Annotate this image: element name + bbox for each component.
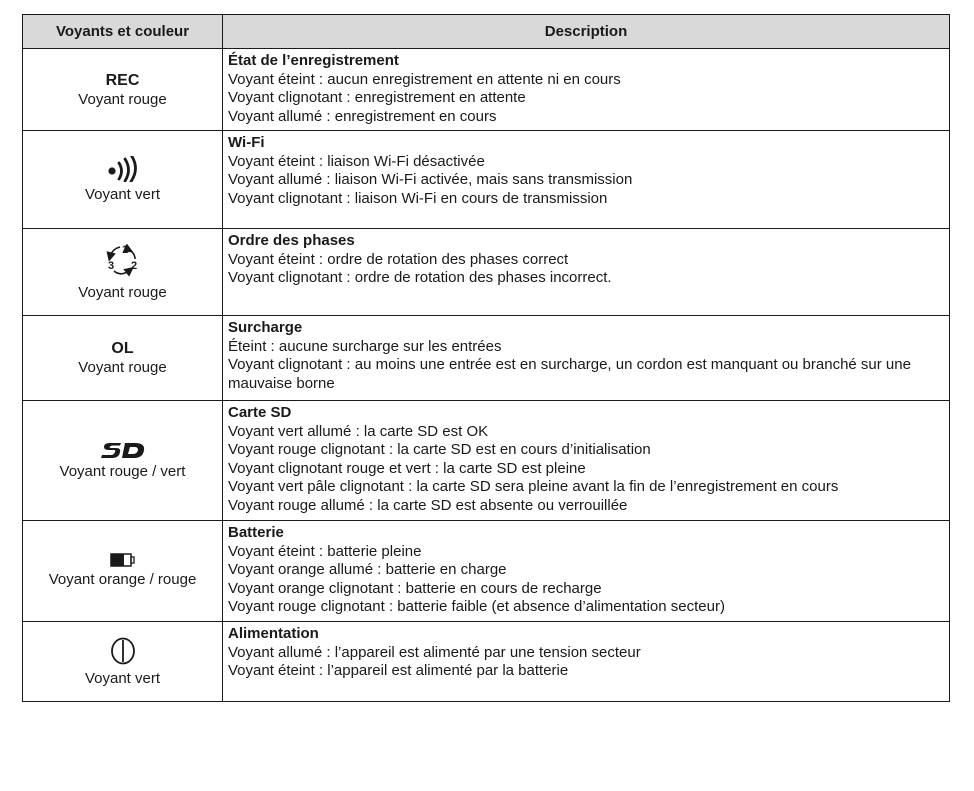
- led-color-label: Voyant rouge / vert: [59, 462, 186, 480]
- description-line: Voyant allumé : l’appareil est alimenté par une tension secteur: [228, 643, 641, 661]
- description-line: Voyant clignotant : au moins une entrée est en surcharge, un cordon est manquant ou branché sur une mauvaise borne: [228, 356, 911, 392]
- indicator-cell: [23, 131, 223, 229]
- table-row: [23, 131, 950, 229]
- description-cell: [223, 622, 950, 702]
- power-icon: [108, 636, 138, 666]
- description-line: Voyant allumé : enregistrement en cours: [228, 107, 497, 125]
- description-line: Voyant rouge clignotant : la carte SD est en cours d’initialisation: [228, 441, 651, 458]
- phase-label-1: 1: [121, 244, 128, 256]
- description-title: État de l’enregistrement: [228, 52, 399, 69]
- table-row: [23, 316, 950, 401]
- description-cell: [223, 401, 950, 521]
- table-row: [23, 229, 950, 316]
- description-title: Batterie: [228, 524, 284, 541]
- indicator-cell: [23, 622, 223, 702]
- description-line: Voyant éteint : aucun enregistrement en attente ni en cours: [228, 70, 621, 88]
- description-cell: [223, 229, 950, 316]
- led-color-label: Voyant vert: [84, 185, 161, 203]
- description-title: Alimentation: [228, 625, 319, 642]
- table-row: [23, 49, 950, 131]
- indicator-cell: [23, 521, 223, 622]
- indicator-cell: [23, 401, 223, 521]
- table-row: [23, 521, 950, 622]
- description-title: Surcharge: [228, 319, 303, 336]
- description-line: Voyant éteint : liaison Wi-Fi désactivée: [228, 152, 485, 170]
- description-line: Voyant orange clignotant : batterie en cours de recharge: [228, 579, 602, 597]
- rec-label: REC: [105, 71, 140, 89]
- led-color-label: Voyant rouge: [78, 359, 167, 376]
- description-line: Voyant allumé : liaison Wi-Fi activée, mais sans transmission: [228, 171, 633, 188]
- phase-rotation-icon: [103, 242, 143, 280]
- header-indicators-color: Voyants et couleur: [23, 15, 223, 49]
- indicator-cell: [23, 49, 223, 131]
- description-title: Carte SD: [228, 404, 292, 421]
- description-line: Voyant clignotant : enregistrement en attente: [228, 89, 526, 106]
- description-line: Voyant rouge allumé : la carte SD est absente ou verrouillée: [228, 496, 628, 514]
- indicator-table: [22, 14, 950, 702]
- table-row: [23, 622, 950, 702]
- description-line: Éteint : aucune surcharge sur les entrées: [228, 337, 502, 355]
- phase-label-2: 2: [130, 260, 137, 272]
- description-line: Voyant éteint : batterie pleine: [228, 542, 422, 560]
- description-cell: [223, 131, 950, 229]
- description-cell: [223, 49, 950, 131]
- led-color-label: Voyant rouge: [78, 284, 167, 301]
- description-line: Voyant clignotant rouge et vert : la carte SD est pleine: [228, 459, 586, 477]
- description-cell: [223, 521, 950, 622]
- ol-label: OL: [111, 340, 134, 357]
- description-line: Voyant orange allumé : batterie en charge: [228, 561, 507, 578]
- description-line: Voyant clignotant : liaison Wi-Fi en cours de transmission: [228, 189, 608, 207]
- sd-card-logo-icon: [101, 441, 145, 459]
- table-row: [23, 401, 950, 521]
- wifi-signal-icon: [106, 156, 140, 182]
- led-color-label: Voyant orange / rouge: [48, 571, 197, 588]
- description-line: Voyant éteint : ordre de rotation des phases correct: [228, 250, 569, 268]
- description-line: Voyant vert allumé : la carte SD est OK: [228, 422, 489, 440]
- description-title: Ordre des phases: [228, 232, 355, 249]
- description-line: Voyant rouge clignotant : batterie faible (et absence d’alimentation secteur): [228, 598, 725, 615]
- indicator-cell: [23, 229, 223, 316]
- description-line: Voyant clignotant : ordre de rotation des phases incorrect.: [228, 269, 612, 286]
- phase-label-3: 3: [107, 260, 114, 272]
- description-line: Voyant éteint : l’appareil est alimenté par la batterie: [228, 662, 569, 679]
- led-color-label: Voyant rouge: [78, 90, 167, 108]
- indicator-cell: [23, 316, 223, 401]
- description-line: Voyant vert pâle clignotant : la carte SD sera pleine avant la fin de l’enregistrement en cours: [228, 478, 839, 495]
- led-color-label: Voyant vert: [84, 669, 161, 687]
- description-title: Wi-Fi: [228, 134, 265, 151]
- table-header-row: [23, 15, 950, 49]
- header-description: Description: [223, 15, 950, 49]
- description-cell: [223, 316, 950, 401]
- battery-icon: [110, 553, 136, 567]
